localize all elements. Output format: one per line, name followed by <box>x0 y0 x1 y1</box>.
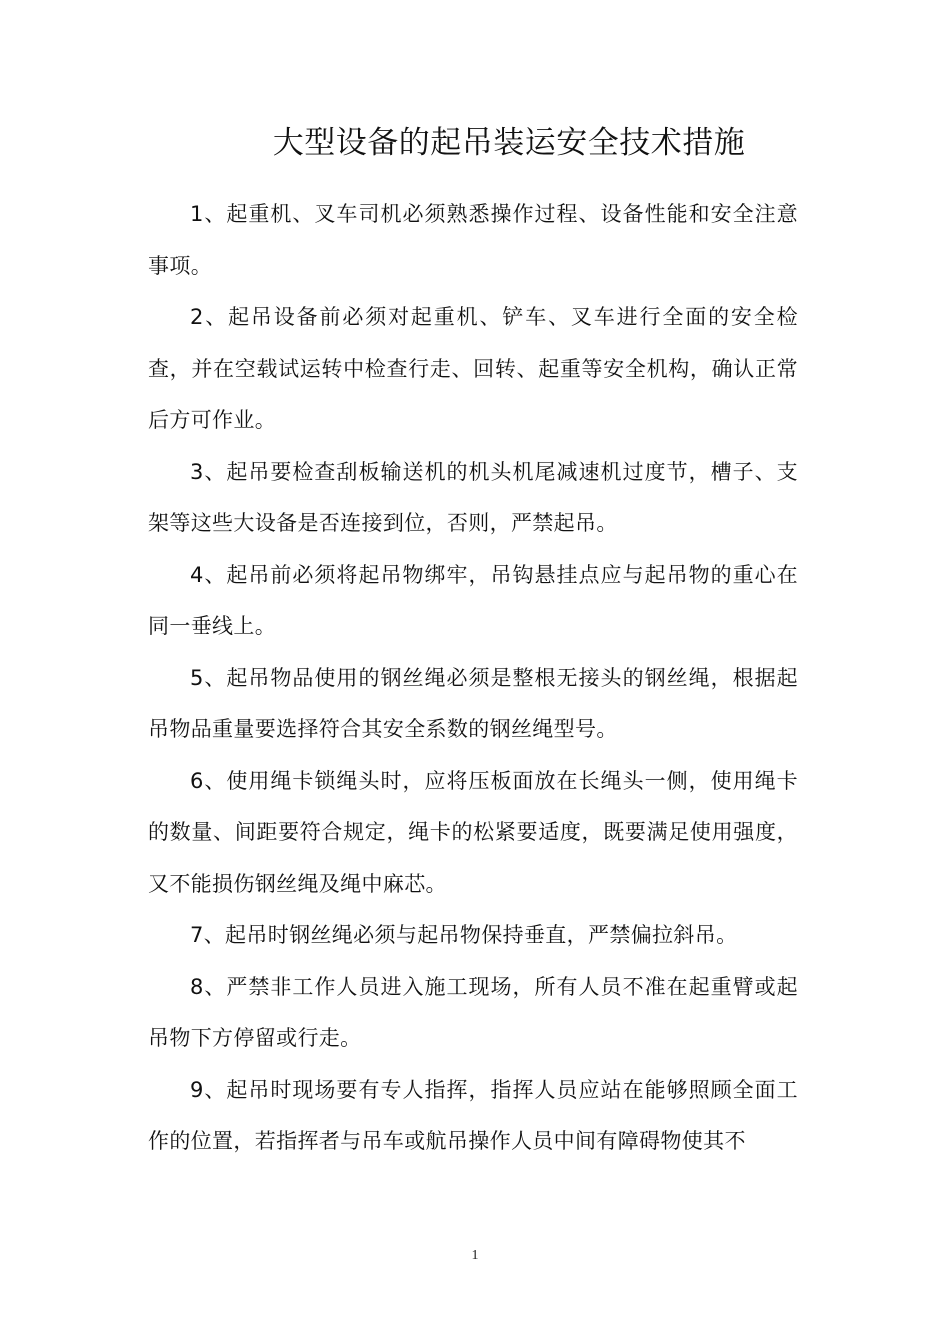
document-body <box>148 189 798 1168</box>
paragraph-5: 5、起吊物品使用的钢丝绳必须是整根无接头的钢丝绳，根据起吊物品重量要选择符合其安全系数的钢丝绳型号。 <box>148 665 798 741</box>
paragraph-9: 9、起吊时现场要有专人指挥，指挥人员应站在能够照顾全面工作的位置，若指挥者与吊车或航吊操作人员中间有障碍物使其不 <box>148 1077 798 1153</box>
paragraph-3: 3、起吊要检查刮板输送机的机头机尾减速机过度节，槽子、支架等这些大设备是否连接到位，否则，严禁起吊。 <box>148 459 798 535</box>
paragraph-7: 7、起吊时钢丝绳必须与起吊物保持垂直，严禁偏拉斜吊。 <box>190 923 738 947</box>
document-title: 大型设备的起吊装运安全技术措施 <box>272 125 746 161</box>
paragraph-1: 1、起重机、叉车司机必须熟悉操作过程、设备性能和安全注意事项。 <box>148 202 798 278</box>
paragraph-2: 2、起吊设备前必须对起重机、铲车、叉车进行全面的安全检查，并在空载试运转中检查行走、回转、起重等安全机构，确认正常后方可作业。 <box>148 305 798 432</box>
paragraph-4: 4、起吊前必须将起吊物绑牢，吊钩悬挂点应与起吊物的重心在同一垂线上。 <box>148 562 798 638</box>
paragraph-8: 8、严禁非工作人员进入施工现场，所有人员不准在起重臂或起吊物下方停留或行走。 <box>148 974 798 1050</box>
paragraph-6: 6、使用绳卡锁绳头时，应将压板面放在长绳头一侧，使用绳卡的数量、间距要符合规定，绳卡的松紧要适度，既要满足使用强度，又不能损伤钢丝绳及绳中麻芯。 <box>148 768 798 896</box>
page-number: 1 <box>471 1248 479 1263</box>
